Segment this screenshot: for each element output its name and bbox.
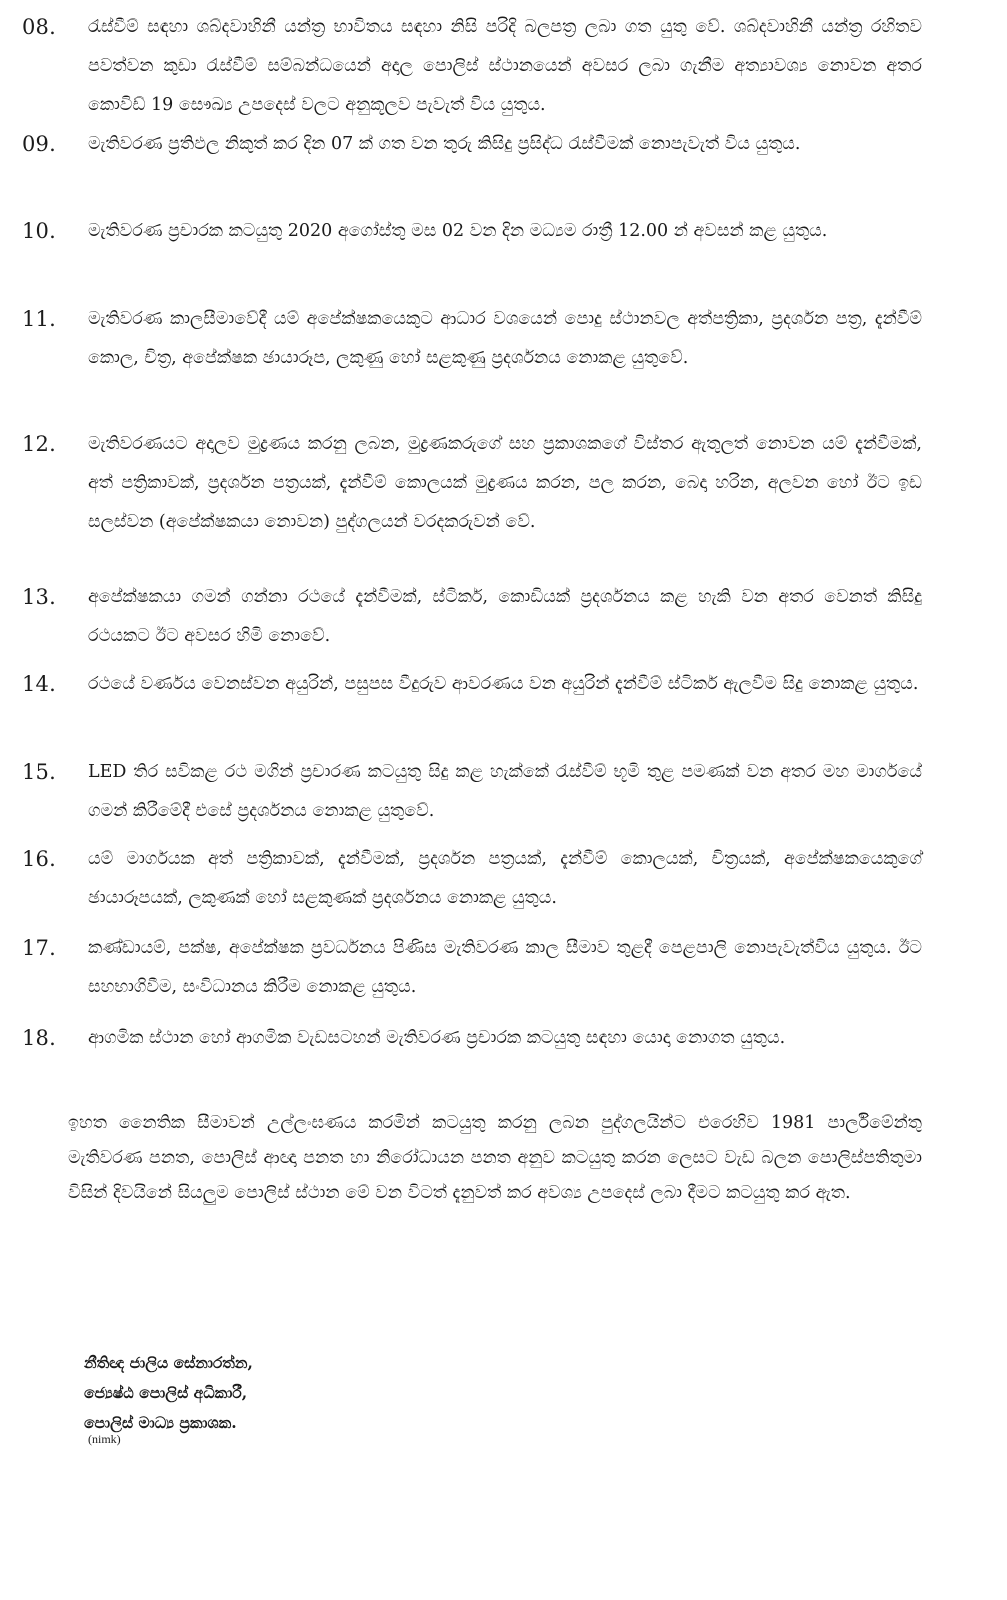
list-item-09 xyxy=(22,125,922,164)
item-text: මැතිවරණ කාලසීමාවේදී යම් අපේක්ෂකයෙකුට ආධාර වශයෙන් පොදු ස්ථානවල අත්පත්‍රිකා, ප්‍රදර්ශන පත්‍ර, දැන්වීම් කොල, චිත්‍ර, අපේක්ෂක ඡායාරූප, ලකුණු හෝ සළකුණු ප්‍රදර්ශනය නොකළ යුතුවේ. xyxy=(88,309,922,368)
item-text: රථයේ වර්ණය වෙනස්වන අයුරින්, පසුපස වීදුරුව ආවරණය වන අයුරින් දැන්වීම් ස්ටිකර් ඇලවීම සිදු නොකළ යුතුය. xyxy=(88,674,919,694)
item-text: LED තිර සවිකළ රථ මගින් ප්‍රචාරණ කටයුතු සිදු කළ හැක්කේ රැස්වීම් භූමි තුළ පමණක් වන අතර මහ මාර්ගයේ ගමන් කිරීමේදී එසේ ප්‍රදර්ශනය නොකළ යුතුවේ. xyxy=(88,762,922,821)
item-text: කණ්ඩායම්, පක්ෂ, අපේක්ෂක ප්‍රවර්ධනය පිණිස මැතිවරණ කාල සීමාව තුළදී පෙළපාලි නොපැවැත්විය යුතුය. ඊට සහභාගිවීම, සංවිධානය කිරීම නොකළ යුතුය. xyxy=(88,938,922,997)
list-item-08 xyxy=(22,8,922,125)
item-number: 12. xyxy=(22,432,56,456)
item-text: මැතිවරණ ප්‍රතිඵල නිකුත් කර දින 07 ක් ගත වන තුරු කිසිදු ප්‍රසිද්ධ රැස්වීමක් නොපැවැත් විය යුතුය. xyxy=(88,134,801,154)
item-number: 15. xyxy=(22,760,56,784)
list-item-13 xyxy=(22,578,922,656)
item-number: 13. xyxy=(22,585,56,609)
item-number: 16. xyxy=(22,847,56,871)
item-number: 18. xyxy=(22,1026,56,1050)
list-item-10 xyxy=(22,212,922,251)
list-item-15 xyxy=(22,753,922,831)
item-text: රැස්වීම් සඳහා ශබ්දවාහිනී යන්ත්‍ර භාවිතය සඳහා නිසි පරිදි බලපත්‍ර ලබා ගත යුතු වේ. ශබ්දවාහිනී යන්ත්‍ර රහිතව පවත්වන කුඩා රැස්වීම් සම්බන්ධයෙන් අදාල පොලිස් ස්ථානයෙන් අවසර ලබා ගැනීම අත්‍යාවශ්‍ය නොවන අතර කොවිඩ් 19 සෞඛ්‍ය උපදෙස් වලට අනුකූලව පැවැත් විය යුතුය. xyxy=(88,17,922,115)
item-number: 10. xyxy=(22,219,56,243)
signature-name: නීතිඥ ජාලිය සේනාරත්න, xyxy=(84,1353,253,1372)
list-item-18 xyxy=(22,1019,922,1058)
item-text: මැතිවරණ ප්‍රචාරක කටයුතු 2020 අගෝස්තු මස 02 වන දින මධ්‍යම රාත්‍රී 12.00 න් අවසන් කළ යුතුය. xyxy=(88,221,828,241)
list-item-16 xyxy=(22,840,922,918)
signature-designation: ජ්‍යෙෂ්ඨ පොලිස් අධිකාරී, xyxy=(84,1383,248,1402)
item-text: යම් මාර්ගයක අත් පත්‍රිකාවක්, දැන්වීමක්, ප්‍රදර්ශන පත්‍රයක්, දැන්වීම් කොලයක්, චිත්‍රයක්, අපේක්ෂකයෙකුගේ ඡායාරූපයක්, ලකුණක් හෝ සළකුණක් ප්‍රදර්ශනය නොකළ යුතුය. xyxy=(88,849,922,908)
item-text: අපේක්ෂකයා ගමන් ගන්නා රථයේ දැන්වීමක්, ස්ටිකර්, කොඩියක් ප්‍රදර්ශනය කළ හැකි වන අතර වෙනත් කිසිදු රථයකට ඊට අවසර හිමි නොවේ. xyxy=(88,587,922,646)
item-number: 11. xyxy=(22,307,56,331)
item-number: 17. xyxy=(22,936,56,960)
list-item-12 xyxy=(22,425,922,542)
list-item-11 xyxy=(22,300,922,378)
list-item-14 xyxy=(22,665,922,704)
item-text: ආගමික ස්ථාන හෝ ආගමික වැඩසටහන් මැතිවරණ ප්‍රචාරක කටයුතු සඳහා යොදා නොගත යුතුය. xyxy=(88,1028,786,1048)
signature-block xyxy=(84,1348,253,1438)
signature-note: (nimk) xyxy=(88,1432,121,1446)
item-number: 14. xyxy=(22,672,56,696)
item-number: 08. xyxy=(22,15,56,39)
item-text: මැතිවරණයට අදාලව මුද්‍රණය කරනු ලබන, මුද්‍රණකරුගේ සහ ප්‍රකාශකගේ විස්තර ඇතුලත් නොවන යම් දැන්වීමක්, අත් පත්‍රිකාවක්, ප්‍රදර්ශන පත්‍රයක්, දැන්වීම් කොලයක් මුද්‍රණය කරන, පල කරන, බෙදා හරින, අලවන හෝ ඊට ඉඩ සලස්වන (අපේක්ෂකයා නොවන) පුද්ගලයන් වරදකරුවන් වේ. xyxy=(88,434,922,532)
item-number: 09. xyxy=(22,132,56,156)
closing-paragraph: ඉහත නෛතික සීමාවන් උල්ලංඝණය කරමින් කටයුතු කරනු ලබන පුද්ගලයින්ට එරෙහිව 1981 පාර්ලිමේන්තු මැතිවරණ පනත, පොලිස් ආඥා පනත හා නිරෝධායන පනත අනුව කටයුතු කරන ලෙසට වැඩ බලන පොලිස්පතිතුමා විසින් දිවයිනේ සියලුම පොලිස් ස්ථාන මේ වන විටත් දැනුවත් කර අවශ්‍ය උපදෙස් ලබා දීමට කටයුතු කර ඇත. xyxy=(68,1113,922,1203)
list-item-17 xyxy=(22,929,922,1007)
signature-role: පොලිස් මාධ්‍ය ප්‍රකාශක. xyxy=(84,1413,237,1432)
